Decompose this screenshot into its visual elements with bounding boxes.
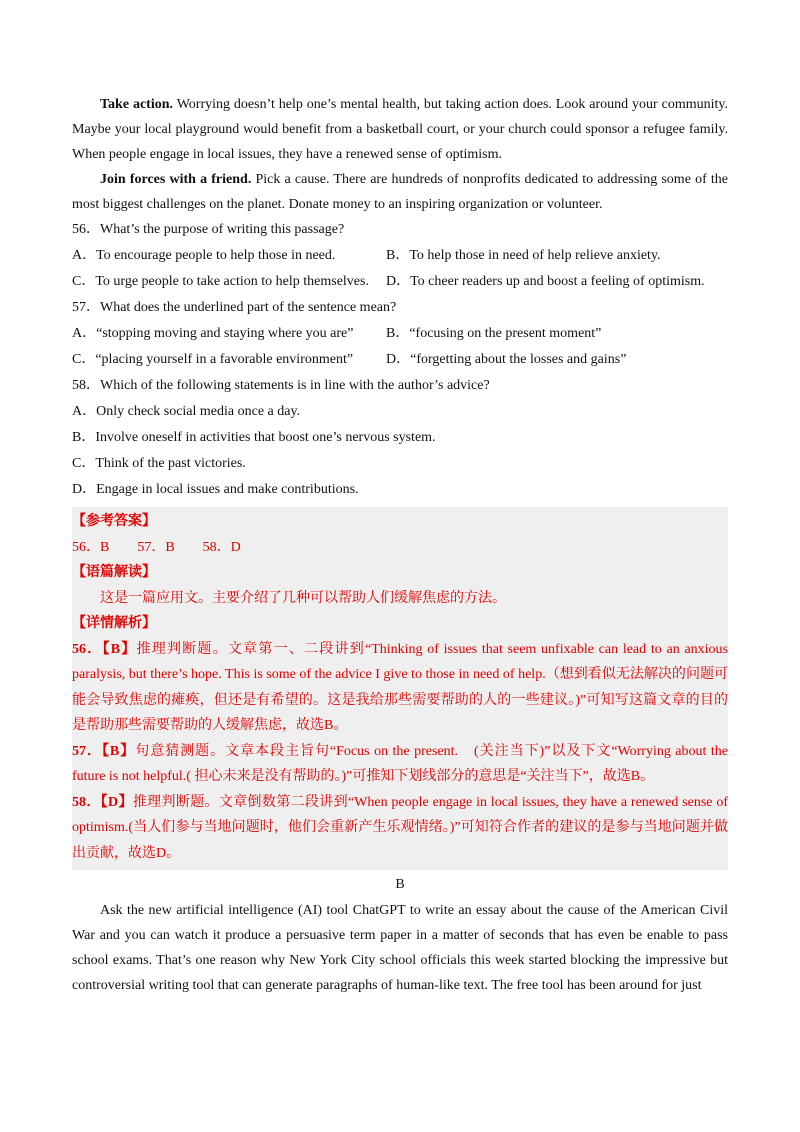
paragraph-text: Pick a cause. There are hundreds of nonprofits dedicated to addressing some of the most biggest challenges on the planet. Donate money to an inspiring organization or volunteer. (72, 172, 728, 212)
option-row (72, 321, 728, 347)
option-row (72, 243, 728, 269)
explanation-tag: 57．【B】 (72, 743, 136, 759)
question-57 (72, 295, 728, 373)
explanation-56 (72, 637, 728, 739)
option-b: B．Involve oneself in activities that boost one’s nervous system. (72, 430, 436, 445)
section-label: B (395, 877, 405, 892)
reading-analysis-text: 这是一篇应用文。主要介绍了几种可以帮助人们缓解焦虑的方法。 (100, 590, 506, 606)
explanation-text: 推理判断题。文章倒数第二段讲到“When people engage in local issues, they have a renewed sense of optimism.(当人们参与当地问题时，他们会重新产生乐观情绪。)”可知符合作者的建议的是参与当地问题并做出贡献，故选D。 (72, 794, 728, 861)
detail-analysis-tag: 【详情解析】 (72, 616, 156, 631)
option-d: D．Engage in local issues and make contributions. (72, 482, 359, 497)
option-b: B．“focusing on the present moment” (386, 326, 602, 341)
option-a: A．“stopping moving and staying where you are” (72, 326, 354, 341)
option-d: D．“forgetting about the losses and gains” (386, 352, 627, 367)
passage-a-paragraph-1 (72, 92, 728, 167)
reference-answer-values: 56．B 57．B 58．D (72, 539, 241, 555)
option-row (72, 269, 728, 295)
option-c: C．To urge people to take action to help themselves. (72, 274, 369, 289)
passage-b-paragraph-1: Ask the new artificial intelligence (AI) tool ChatGPT to write an essay about the cause of the American Civil War and you can watch it produce a persuasive term paper in a matter of seconds that has even be enable to pass school exams. That’s one reason why New York City school officials this week started blocking the impressive but controversial writing tool that can generate paragraphs of human-like text. The free tool has been around for just (72, 903, 728, 993)
question-stem: 57．What does the underlined part of the sentence mean? (72, 300, 397, 315)
explanation-58 (72, 790, 728, 867)
explanation-text: 句意猜测题。文章本段主旨句“Focus on the present. (关注当下)”以及下文“Worrying about the future is not helpful.( 担心未来是没有帮助的。)”可推知下划线部分的意思是“关注当下”，故选B。 (72, 743, 728, 784)
question-stem: 56．What’s the purpose of writing this passage? (72, 222, 345, 237)
reference-answer-tag: 【参考答案】 (72, 514, 156, 529)
option-b: B．To help those in need of help relieve anxiety. (386, 248, 661, 263)
explanation-57 (72, 739, 728, 790)
explanation-tag: 56．【B】 (72, 641, 137, 657)
document-page (72, 92, 728, 998)
question-stem: 58．Which of the following statements is in line with the author’s advice? (72, 378, 490, 393)
option-row (72, 347, 728, 373)
question-58 (72, 373, 728, 503)
paragraph-lead: Take action. (100, 97, 174, 112)
question-56 (72, 217, 728, 295)
paragraph-text: Worrying doesn’t help one’s mental health, but taking action does. Look around your community. Maybe your local playground would benefit from a basketball court, or your church could sponsor a refugee family. When people engage in local issues, they have a renewed sense of optimism. (72, 97, 728, 162)
option-c: C．“placing yourself in a favorable environment” (72, 352, 354, 367)
passage-a-paragraph-2 (72, 167, 728, 217)
option-a: A．Only check social media once a day. (72, 404, 301, 419)
explanation-text: 推理判断题。文章第一、二段讲到“Thinking of issues that seem unfixable can lead to an anxious paralysis, but there’s hope. This is some of the advice I give to those in need of help.（想到看似无法解决的问题可能会导致焦虑的瘫痪，但还是有希望的。这是我给那些需要帮助的人的一些建议。)”可知写这篇文章的目的是帮助那些需要帮助的人缓解焦虑，故选B。 (72, 641, 728, 733)
option-a: A．To encourage people to help those in need. (72, 248, 336, 263)
explanation-tag: 58．【D】 (72, 794, 133, 810)
option-c: C．Think of the past victories. (72, 456, 246, 471)
paragraph-lead: Join forces with a friend. (100, 172, 252, 187)
reading-analysis-tag: 【语篇解读】 (72, 565, 156, 580)
answer-block (72, 507, 728, 870)
option-d: D．To cheer readers up and boost a feeling of optimism. (386, 274, 705, 289)
